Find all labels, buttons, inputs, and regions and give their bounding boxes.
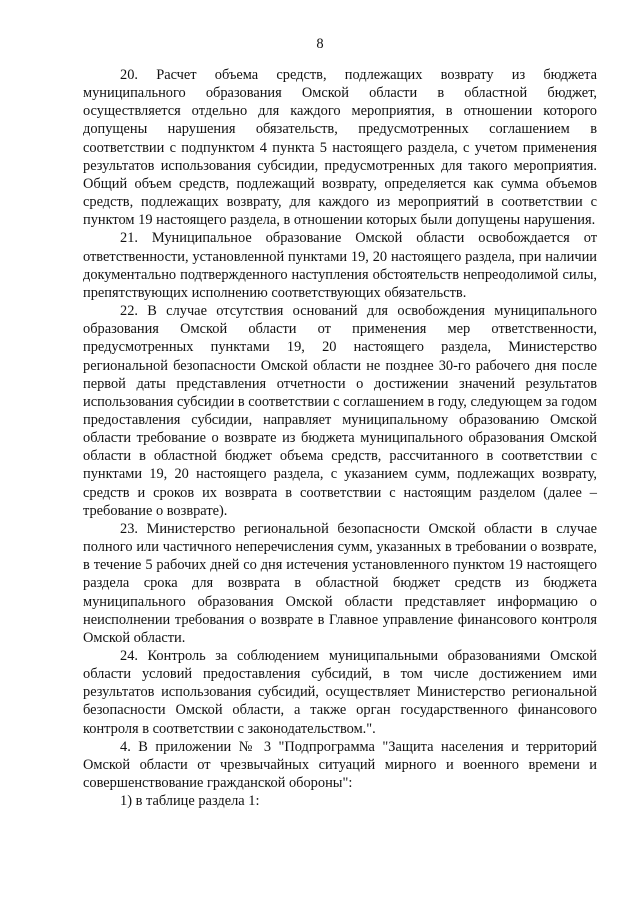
paragraph-21: 21. Муниципальное образование Омской области освобождается от ответственности, установленной пунктами 19, 20 настоящего раздела, при наличии документально подтвержденного наступления обстоятельств непреодолимой силы, препятствующих исполнению соответствующих обязательств. [83,230,597,301]
paragraph-23: 23. Министерство региональной безопасности Омской области в случае полного или частичного неперечисления сумм, указанных в требовании о возврате, в течение 5 рабочих дней со дня истечения установленного пунктом 19 настоящего раздела срока для возврата в областной бюджет средств из бюджета муниципального образования Омской области представляет информацию о неисполнении требования о возврате в Главное управление финансового контроля Омской области. [83,520,597,646]
paragraph-subitem-1: 1) в таблице раздела 1: [120,793,260,810]
page-number: 8 [316,36,324,52]
document-body [83,66,597,810]
paragraph-22: 22. В случае отсутствия оснований для освобождения муниципального образования Омской области от применения мер ответственности, предусмотренных пунктами 19, 20 настоящего раздела, Министерство региональной безопасности Омской области не позднее 30-го рабочего дня после первой даты представления отчетности о достижении значений результатов использования субсидии в соответствии с соглашением в году, следующем за годом предоставления субсидии, направляет муниципальному образованию Омской области требование о возврате из бюджета муниципального образования Омской области в областной бюджет объема средств, рассчитанного в соответствии с пунктами 19, 20 настоящего раздела, с указанием сумм, подлежащих возврату, средств и сроков их возврата в соответствии с настоящим разделом (далее – требование о возврате). [83,303,597,519]
paragraph-item-4: 4. В приложении № 3 "Подпрограмма "Защита населения и территорий Омской области от чрезвычайных ситуаций мирного и военного времени и совершенствование гражданской обороны": [83,738,597,792]
paragraph-20: 20. Расчет объема средств, подлежащих возврату из бюджета муниципального образования Омской области в областной бюджет, осуществляется отдельно для каждого мероприятия, в отношении которого допущены нарушения обязательств, предусмотренных соглашением в соответствии с подпунктом 4 пункта 5 настоящего раздела, с учетом применения результатов использования субсидии, предусмотренных для такого мероприятия. Общий объем средств, подлежащий возврату, определяется как сумма объемов средств, подлежащих возврату, для каждого из мероприятий в соответствии с пунктом 19 настоящего раздела, в отношении которых были допущены нарушения. [83,67,597,229]
paragraph-24: 24. Контроль за соблюдением муниципальными образованиями Омской области условий предоставления субсидий, в том числе достижением ими результатов использования субсидий, осуществляет Министерство региональной безопасности Омской области, а также орган государственного финансового контроля в соответствии с законодательством.". [83,648,597,737]
